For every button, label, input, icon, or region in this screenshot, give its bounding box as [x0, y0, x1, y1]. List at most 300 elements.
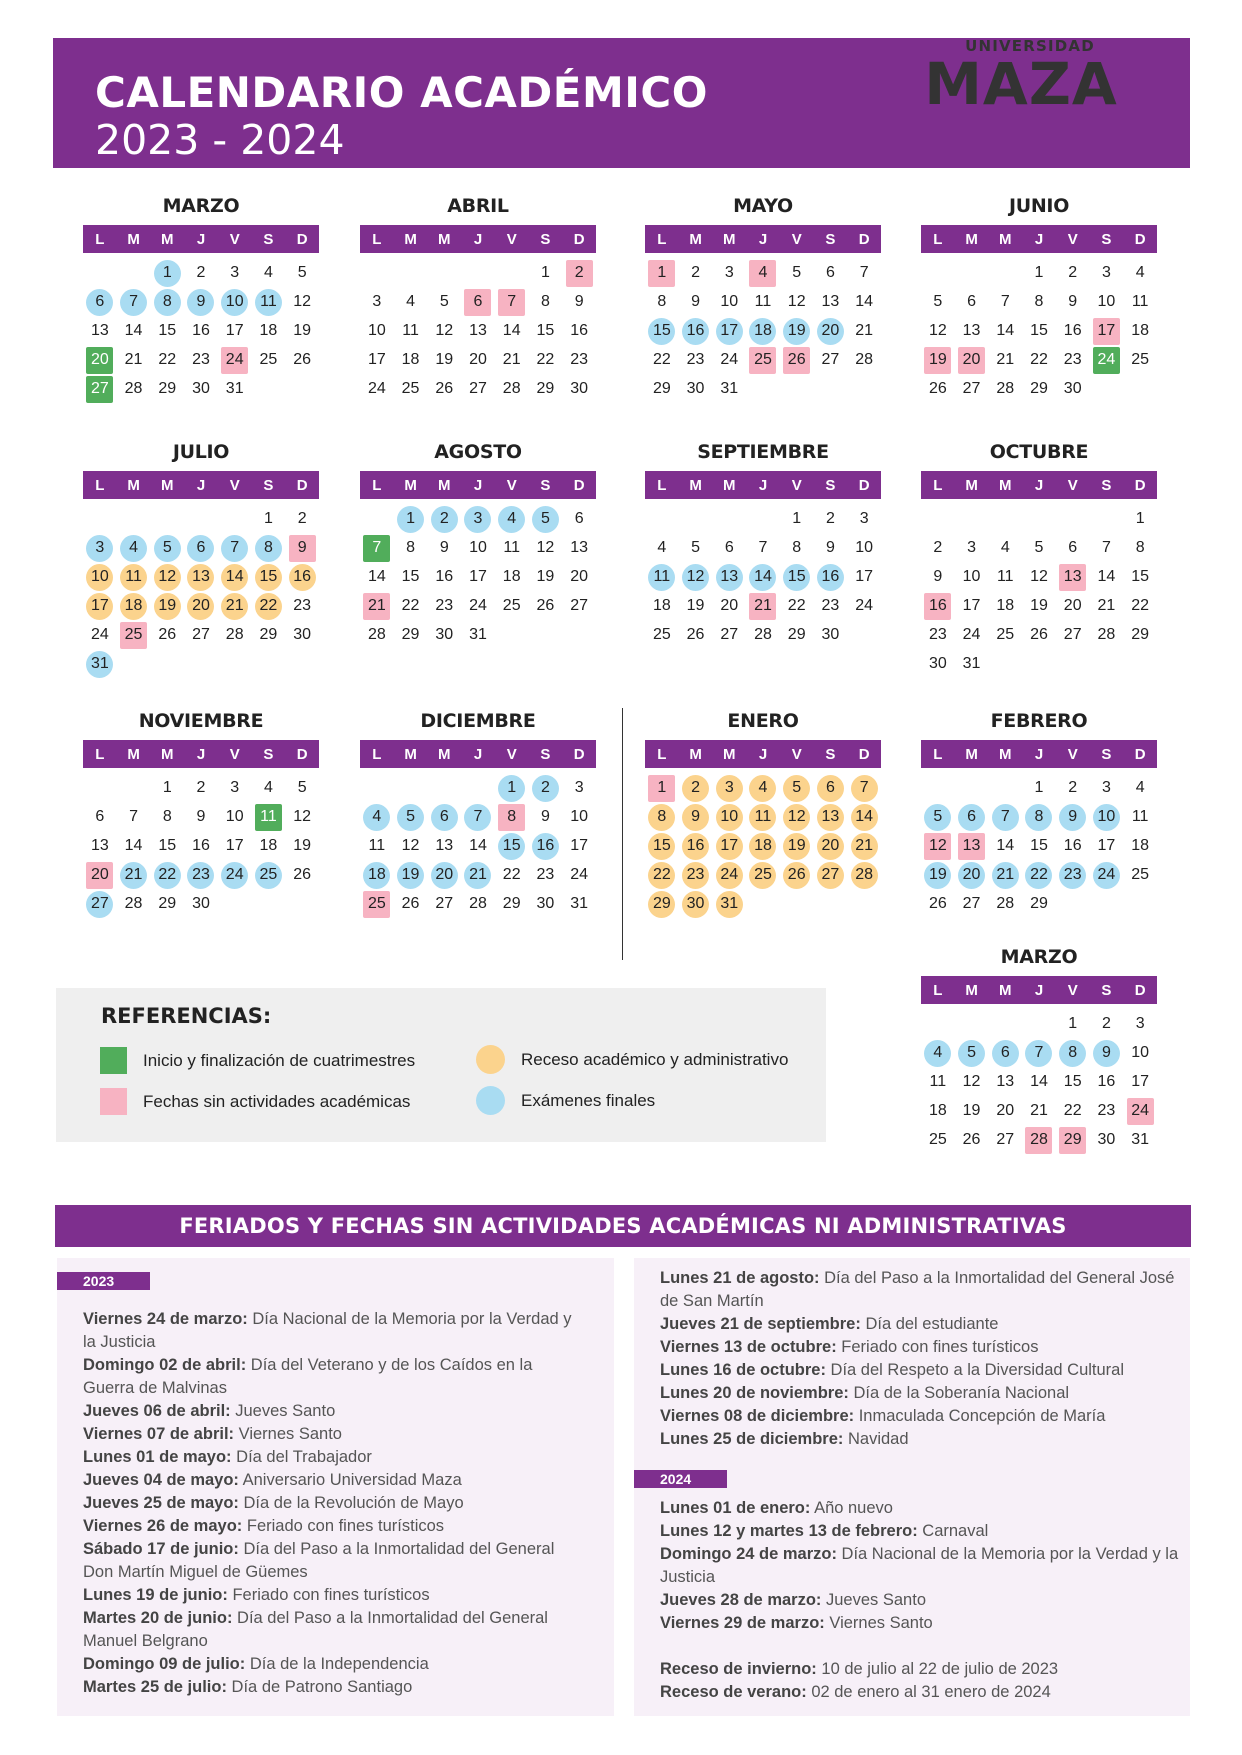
day-number: 26 [928, 380, 947, 397]
ref-exams-label: Exámenes finales [521, 1090, 656, 1110]
weekday-label: D [858, 476, 870, 494]
day-number: 28 [1025, 1127, 1052, 1154]
day-cell [1022, 890, 1056, 918]
month-marzo-12 [921, 946, 1157, 1154]
day-number: 11 [402, 322, 419, 339]
weekday-header [645, 740, 881, 768]
day-cell [83, 563, 117, 591]
day-cell [117, 592, 151, 620]
day-number: 16 [289, 564, 316, 591]
day-number: 27 [570, 597, 589, 614]
day-number: 11 [503, 539, 520, 556]
holiday-date: Jueves 04 de mayo: [83, 1471, 239, 1489]
day-cell [427, 346, 461, 374]
day-cell [712, 317, 746, 345]
day-cell [461, 317, 495, 345]
day-number: 20 [1063, 597, 1082, 614]
day-number: 22 [1025, 862, 1052, 889]
day-number: 4 [749, 775, 776, 802]
day-number: 26 [686, 626, 705, 643]
empty-cell [955, 259, 989, 287]
weekday-label: J [473, 476, 483, 494]
day-cell [645, 317, 679, 345]
day-cell [645, 346, 679, 374]
day-number: 1 [263, 510, 273, 527]
ref-exams [476, 1086, 655, 1115]
day-number: 5 [532, 506, 559, 533]
day-cell [252, 259, 286, 287]
day-cell [921, 803, 955, 831]
weekday-label: V [791, 476, 802, 494]
day-cell [562, 375, 596, 403]
day-number: 12 [962, 1073, 981, 1090]
holiday-entry [660, 1405, 1180, 1428]
day-cell [955, 317, 989, 345]
weekday-label: D [296, 230, 308, 248]
day-cell [1123, 1068, 1157, 1096]
day-number: 14 [749, 564, 776, 591]
day-number: 26 [401, 895, 420, 912]
day-number: 4 [1135, 264, 1145, 281]
day-number: 1 [1068, 1015, 1078, 1032]
day-number: 5 [297, 264, 307, 281]
day-cell [847, 861, 881, 889]
holiday-description: Día del estudiante [860, 1315, 999, 1333]
holiday-description: Día del Paso a la Inmortalidad del General Don Martín Miguel de Güemes [83, 1540, 555, 1581]
weekday-label: S [540, 476, 551, 494]
day-cell [988, 832, 1022, 860]
weekday-label: M [127, 745, 140, 763]
day-cell [117, 832, 151, 860]
day-number: 15 [498, 833, 525, 860]
day-cell [394, 288, 428, 316]
day-cell [988, 890, 1022, 918]
holiday-description: Día de la Independencia [245, 1655, 429, 1673]
day-number: 8 [162, 808, 172, 825]
day-cell [847, 317, 881, 345]
day-number: 13 [962, 322, 981, 339]
day-cell [1056, 259, 1090, 287]
day-number: 26 [962, 1131, 981, 1148]
day-number: 23 [570, 351, 589, 368]
day-cell [780, 832, 814, 860]
day-number: 9 [825, 539, 835, 556]
day-number: 14 [851, 804, 878, 831]
empty-cell [988, 505, 1022, 533]
holiday-description: Carnaval [917, 1522, 989, 1540]
day-number: 8 [648, 804, 675, 831]
empty-cell [83, 774, 117, 802]
day-number: 24 [221, 347, 248, 374]
holiday-description: Aniversario Universidad Maza [238, 1471, 462, 1489]
day-cell [645, 563, 679, 591]
holiday-description: Feriado con fines turísticos [227, 1586, 430, 1604]
day-cell [679, 861, 713, 889]
day-number: 27 [86, 376, 113, 403]
empty-cell [746, 505, 780, 533]
day-cell [988, 592, 1022, 620]
weekday-label: M [999, 476, 1012, 494]
weekday-label: V [229, 230, 240, 248]
day-cell [461, 890, 495, 918]
day-cell [529, 803, 563, 831]
day-cell [746, 346, 780, 374]
day-number: 13 [996, 1073, 1015, 1090]
day-cell [285, 534, 319, 562]
month-title: SEPTIEMBRE [697, 441, 829, 463]
holiday-entry [660, 1313, 1180, 1336]
day-number: 29 [1059, 1127, 1086, 1154]
weekday-header [360, 471, 596, 499]
day-number: 28 [367, 626, 386, 643]
day-number: 29 [1030, 895, 1048, 912]
day-cell [712, 288, 746, 316]
day-number: 12 [928, 322, 947, 339]
day-number: 10 [1093, 804, 1120, 831]
day-cell [184, 890, 218, 918]
day-cell [562, 774, 596, 802]
holiday-description: Día de la Revolución de Mayo [238, 1494, 464, 1512]
holiday-date: Receso de invierno: [660, 1660, 817, 1678]
day-cell [360, 346, 394, 374]
day-cell [1022, 1068, 1056, 1096]
day-number: 6 [86, 289, 113, 316]
day-number: 18 [1131, 837, 1150, 854]
day-cell [847, 803, 881, 831]
day-cell [955, 563, 989, 591]
day-cell [1056, 1010, 1090, 1038]
weekday-label: L [933, 230, 943, 248]
day-cell [1123, 1126, 1157, 1154]
day-number: 10 [855, 539, 874, 556]
day-number: 20 [817, 318, 844, 345]
weekday-label: S [825, 745, 836, 763]
day-cell [645, 259, 679, 287]
day-number: 5 [297, 779, 307, 796]
day-number: 13 [570, 539, 589, 556]
day-number: 3 [464, 506, 491, 533]
empty-cell [117, 774, 151, 802]
day-cell [529, 774, 563, 802]
day-cell [427, 534, 461, 562]
day-number: 17 [1131, 1073, 1150, 1090]
day-cell [712, 592, 746, 620]
day-number: 23 [435, 597, 454, 614]
holiday-entry [660, 1681, 1180, 1704]
month-title: JUNIO [1008, 195, 1070, 217]
day-number: 19 [686, 597, 705, 614]
day-cell [988, 861, 1022, 889]
day-cell [1123, 288, 1157, 316]
month-julio-4 [83, 441, 319, 678]
day-cell [360, 890, 394, 918]
weekday-header [921, 740, 1157, 768]
day-cell [495, 505, 529, 533]
day-number: 8 [498, 804, 525, 831]
day-number: 10 [225, 808, 244, 825]
day-number: 8 [255, 535, 282, 562]
day-number: 5 [397, 804, 424, 831]
day-cell [814, 317, 848, 345]
day-number: 10 [570, 808, 589, 825]
day-cell [427, 317, 461, 345]
day-cell [847, 259, 881, 287]
day-number: 24 [221, 862, 248, 889]
day-number: 10 [720, 293, 739, 310]
empty-cell [988, 1010, 1022, 1038]
day-number: 28 [124, 895, 143, 912]
day-cell [562, 505, 596, 533]
day-number: 16 [924, 593, 951, 620]
day-number: 17 [962, 597, 981, 614]
day-cell [780, 621, 814, 649]
weekday-label: M [404, 745, 417, 763]
day-number: 30 [536, 895, 555, 912]
day-cell [1090, 563, 1124, 591]
day-cell [1022, 774, 1056, 802]
empty-cell [921, 774, 955, 802]
day-number: 2 [682, 775, 709, 802]
day-number: 17 [716, 318, 743, 345]
day-cell [1056, 592, 1090, 620]
month-title: ABRIL [447, 195, 509, 217]
day-cell [1022, 861, 1056, 889]
day-number: 15 [1063, 1073, 1082, 1090]
day-number: 29 [158, 895, 177, 912]
day-cell [495, 288, 529, 316]
holiday-date: Domingo 09 de julio: [83, 1655, 246, 1673]
day-grid [83, 774, 319, 918]
day-number: 13 [187, 564, 214, 591]
day-cell [427, 592, 461, 620]
day-number: 7 [1025, 1040, 1052, 1067]
day-number: 12 [783, 804, 810, 831]
day-cell [252, 505, 286, 533]
day-number: 6 [464, 289, 491, 316]
day-cell [1090, 861, 1124, 889]
weekday-label: V [506, 745, 517, 763]
day-number: 20 [86, 862, 113, 889]
day-cell [285, 832, 319, 860]
day-number: 6 [1068, 539, 1078, 556]
day-cell [83, 346, 117, 374]
day-cell [847, 505, 881, 533]
day-number: 2 [532, 775, 559, 802]
day-cell [1090, 774, 1124, 802]
day-cell [988, 803, 1022, 831]
day-number: 7 [363, 535, 390, 562]
day-number: 30 [293, 626, 312, 643]
month-febrero-11 [921, 710, 1157, 918]
weekday-label: J [1034, 476, 1044, 494]
ref-start-end-label: Inicio y finalización de cuatrimestres [143, 1050, 416, 1070]
weekday-label: S [540, 230, 551, 248]
day-cell [117, 317, 151, 345]
day-number: 13 [958, 833, 985, 860]
month-marzo-0 [83, 195, 319, 403]
day-number: 13 [90, 837, 109, 854]
list-spacer [660, 1635, 1180, 1658]
yellow-circle-icon [476, 1045, 505, 1074]
holiday-entry [660, 1359, 1180, 1382]
day-grid [360, 259, 596, 403]
day-cell [150, 317, 184, 345]
weekday-header [83, 740, 319, 768]
day-cell [847, 563, 881, 591]
day-cell [645, 832, 679, 860]
month-junio-3 [921, 195, 1157, 403]
holiday-entry [83, 1607, 578, 1653]
day-number: 5 [924, 804, 951, 831]
day-number: 19 [435, 351, 454, 368]
day-cell [1090, 534, 1124, 562]
day-number: 21 [120, 862, 147, 889]
day-number: 23 [682, 862, 709, 889]
holiday-date: Viernes 07 de abril: [83, 1425, 235, 1443]
day-number: 17 [469, 568, 487, 585]
day-grid [83, 505, 319, 678]
day-number: 28 [502, 380, 521, 397]
day-number: 29 [502, 895, 521, 912]
day-number: 4 [363, 804, 390, 831]
day-number: 15 [401, 568, 420, 585]
day-number: 29 [1131, 626, 1150, 643]
holiday-description: Feriado con fines turísticos [836, 1338, 1039, 1356]
empty-cell [495, 259, 529, 287]
day-cell [1022, 346, 1056, 374]
day-number: 15 [1131, 568, 1150, 585]
day-cell [562, 861, 596, 889]
day-number: 1 [648, 775, 675, 802]
day-cell [562, 832, 596, 860]
weekday-header [83, 225, 319, 253]
day-number: 20 [86, 347, 113, 374]
holiday-description: Año nuevo [810, 1499, 893, 1517]
day-grid [360, 505, 596, 649]
day-number: 30 [682, 891, 709, 918]
day-number: 29 [536, 380, 555, 397]
day-cell [955, 1068, 989, 1096]
day-cell [218, 832, 252, 860]
day-cell [427, 375, 461, 403]
day-cell [285, 803, 319, 831]
weekday-header [360, 225, 596, 253]
day-cell [679, 563, 713, 591]
day-number: 8 [657, 293, 667, 310]
day-cell [427, 505, 461, 533]
day-cell [679, 803, 713, 831]
day-number: 29 [648, 891, 675, 918]
day-number: 10 [1097, 293, 1116, 310]
day-cell [746, 774, 780, 802]
day-number: 9 [1059, 804, 1086, 831]
day-cell [780, 346, 814, 374]
day-number: 6 [574, 510, 584, 527]
empty-cell [955, 774, 989, 802]
day-number: 11 [996, 568, 1014, 585]
day-cell [461, 592, 495, 620]
day-cell [746, 861, 780, 889]
day-number: 6 [724, 539, 734, 556]
day-number: 15 [648, 833, 675, 860]
day-cell [218, 621, 252, 649]
day-number: 22 [648, 862, 675, 889]
day-cell [814, 288, 848, 316]
day-cell [562, 259, 596, 287]
day-number: 8 [154, 289, 181, 316]
day-cell [955, 346, 989, 374]
day-cell [461, 832, 495, 860]
day-cell [529, 259, 563, 287]
weekday-label: L [372, 476, 382, 494]
day-number: 22 [502, 866, 521, 883]
day-cell [495, 774, 529, 802]
month-abril-1 [360, 195, 596, 403]
day-cell [1056, 621, 1090, 649]
day-cell [780, 563, 814, 591]
day-number: 31 [570, 895, 589, 912]
day-cell [360, 621, 394, 649]
day-number: 26 [536, 597, 555, 614]
day-number: 8 [1034, 293, 1044, 310]
day-grid [360, 774, 596, 918]
day-cell [285, 861, 319, 889]
day-cell [461, 534, 495, 562]
day-grid [921, 505, 1157, 678]
holiday-date: Martes 20 de junio: [83, 1609, 233, 1627]
empty-cell [427, 774, 461, 802]
day-cell [252, 534, 286, 562]
day-cell [394, 861, 428, 889]
day-number: 23 [1059, 862, 1086, 889]
day-cell [1123, 774, 1157, 802]
day-cell [495, 890, 529, 918]
weekday-label: S [1101, 981, 1112, 999]
day-cell [495, 346, 529, 374]
holiday-description: Inmaculada Concepción de María [854, 1407, 1106, 1425]
day-number: 23 [536, 866, 555, 883]
day-number: 19 [924, 862, 951, 889]
day-cell [562, 803, 596, 831]
holiday-entry [83, 1308, 578, 1354]
day-number: 13 [1059, 564, 1086, 591]
day-number: 15 [648, 318, 675, 345]
day-cell [117, 375, 151, 403]
holiday-entry [660, 1520, 1180, 1543]
ref-start-end [100, 1047, 415, 1074]
day-number: 16 [682, 833, 709, 860]
day-number: 26 [158, 626, 177, 643]
day-number: 31 [720, 380, 739, 397]
weekday-label: J [196, 745, 206, 763]
day-number: 3 [1101, 264, 1111, 281]
day-number: 22 [1030, 351, 1048, 368]
references-box [56, 988, 826, 1142]
day-number: 5 [154, 535, 181, 562]
day-cell [1090, 346, 1124, 374]
day-cell [360, 288, 394, 316]
day-cell [150, 563, 184, 591]
holiday-date: Receso de verano: [660, 1683, 807, 1701]
weekday-label: S [540, 745, 551, 763]
day-number: 14 [855, 293, 874, 310]
day-cell [285, 505, 319, 533]
day-cell [461, 505, 495, 533]
day-number: 4 [1000, 539, 1010, 556]
day-number: 14 [502, 322, 521, 339]
day-number: 5 [1034, 539, 1044, 556]
day-number: 13 [716, 564, 743, 591]
